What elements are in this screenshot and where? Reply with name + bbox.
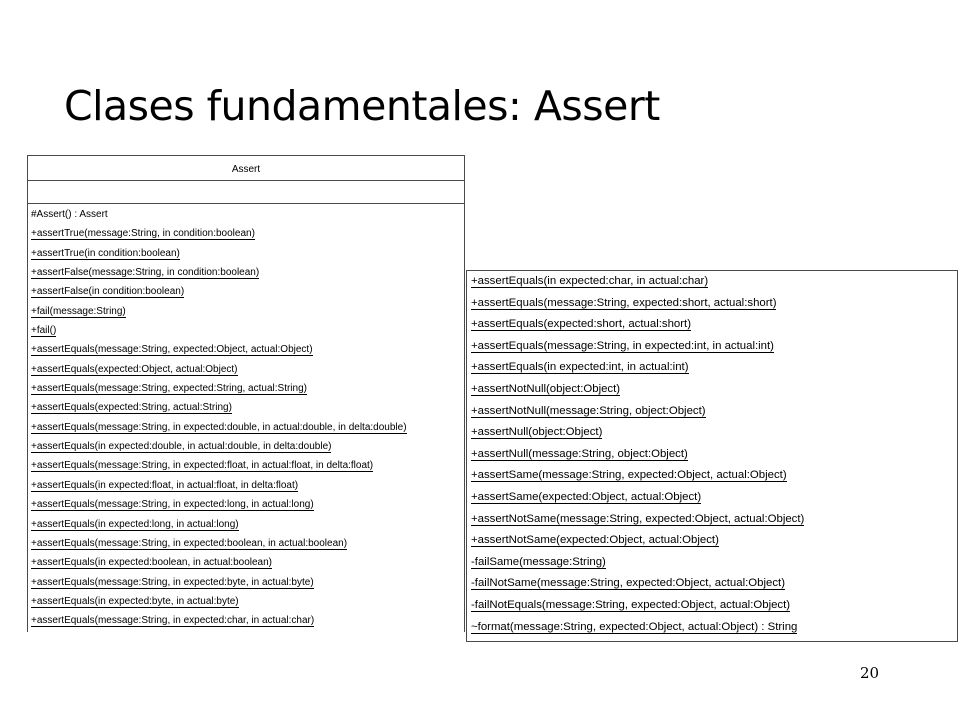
uml-operation-text: +assertEquals(expected:String, actual:String) bbox=[31, 402, 232, 414]
uml-operation-text: +assertEquals(in expected:long, in actual:long) bbox=[31, 518, 239, 530]
uml-operation bbox=[467, 336, 957, 358]
uml-operation-text: +assertEquals(in expected:boolean, in actual:boolean) bbox=[31, 557, 272, 569]
uml-operation bbox=[28, 303, 464, 322]
uml-operations-list-right bbox=[467, 271, 957, 638]
uml-operation-text: ~format(message:String, expected:Object, actual:Object) : String bbox=[471, 620, 798, 633]
uml-operation bbox=[467, 573, 957, 595]
uml-operation-text: +assertEquals(message:String, in expected:float, in actual:float, in delta:float) bbox=[31, 460, 374, 472]
uml-operation bbox=[28, 264, 464, 283]
uml-operation-text: +assertFalse(message:String, in condition:boolean) bbox=[31, 267, 260, 279]
uml-operation-text: +assertEquals(in expected:double, in actual:double, in delta:double) bbox=[31, 441, 332, 453]
uml-operation bbox=[28, 322, 464, 341]
uml-operation bbox=[28, 516, 464, 535]
uml-operation bbox=[467, 293, 957, 315]
uml-operation-text: +assertEquals(message:String, in expected:boolean, in actual:boolean) bbox=[31, 537, 348, 549]
uml-operation bbox=[28, 457, 464, 476]
uml-operation-text: +assertFalse(in condition:boolean) bbox=[31, 286, 185, 298]
uml-operation-text: -failSame(message:String) bbox=[471, 555, 606, 568]
uml-operation-text: +assertEquals(message:String, in expected:int, in actual:int) bbox=[471, 339, 774, 352]
uml-operation-text: +assertEquals(message:String, in expected:double, in actual:double, in delta:double) bbox=[31, 421, 407, 433]
uml-operation bbox=[28, 204, 464, 225]
uml-operation bbox=[467, 617, 957, 639]
uml-operation-text: +assertTrue(message:String, in condition:boolean) bbox=[31, 228, 255, 240]
uml-operation bbox=[467, 422, 957, 444]
uml-operation bbox=[467, 465, 957, 487]
uml-operation bbox=[28, 477, 464, 496]
uml-operation bbox=[28, 419, 464, 438]
uml-operation bbox=[28, 361, 464, 380]
uml-operation bbox=[28, 380, 464, 399]
uml-operation bbox=[467, 401, 957, 423]
uml-operation-text: +fail(message:String) bbox=[31, 305, 126, 317]
uml-operation bbox=[467, 530, 957, 552]
uml-operation-text: +assertEquals(message:String, expected:String, actual:String) bbox=[31, 383, 307, 395]
uml-operation-text: +assertTrue(in condition:boolean) bbox=[31, 247, 180, 259]
uml-operation-text: +assertNotNull(object:Object) bbox=[471, 382, 621, 395]
uml-operation-text: +assertEquals(in expected:int, in actual:int) bbox=[471, 361, 689, 374]
uml-operation bbox=[28, 496, 464, 515]
uml-operation bbox=[467, 379, 957, 401]
uml-operation-text: +assertEquals(message:String, in expected:char, in actual:char) bbox=[31, 615, 315, 627]
uml-class-name: Assert bbox=[28, 156, 464, 181]
uml-operation-text: +assertEquals(message:String, expected:short, actual:short) bbox=[471, 296, 777, 309]
uml-operation bbox=[467, 314, 957, 336]
uml-operation bbox=[28, 341, 464, 360]
uml-operation-text: +assertEquals(in expected:byte, in actual:byte) bbox=[31, 595, 239, 607]
uml-operation bbox=[28, 554, 464, 573]
uml-operation-text: -failNotSame(message:String, expected:Object, actual:Object) bbox=[471, 577, 786, 590]
uml-operation bbox=[467, 357, 957, 379]
slide-title: Clases fundamentales: Assert bbox=[64, 82, 660, 130]
uml-operation bbox=[28, 593, 464, 612]
page-number: 20 bbox=[860, 664, 880, 682]
uml-operation-text: +assertNotSame(expected:Object, actual:Object) bbox=[471, 534, 719, 547]
uml-operation-text: +assertEquals(in expected:char, in actual:char) bbox=[471, 275, 709, 287]
uml-operation-text: +assertEquals(message:String, in expected:long, in actual:long) bbox=[31, 499, 314, 511]
uml-operation bbox=[28, 399, 464, 418]
uml-class-box-right bbox=[466, 270, 958, 642]
uml-operation-text: +fail() bbox=[31, 325, 57, 337]
uml-operation bbox=[467, 444, 957, 466]
uml-operation-text: #Assert() : Assert bbox=[31, 209, 108, 220]
uml-operation-text: +assertNull(object:Object) bbox=[471, 426, 603, 439]
uml-operation-text: +assertEquals(expected:short, actual:short) bbox=[471, 318, 692, 331]
uml-operation-text: +assertEquals(message:String, in expected:byte, in actual:byte) bbox=[31, 576, 314, 588]
uml-operation-text: +assertEquals(message:String, expected:Object, actual:Object) bbox=[31, 344, 313, 356]
uml-operation bbox=[28, 283, 464, 302]
uml-operation bbox=[28, 438, 464, 457]
uml-operation bbox=[28, 245, 464, 264]
uml-operation-text: +assertEquals(expected:Object, actual:Object) bbox=[31, 363, 238, 375]
uml-operation-text: +assertNotSame(message:String, expected:Object, actual:Object) bbox=[471, 512, 805, 525]
uml-operation bbox=[28, 574, 464, 593]
uml-operation-text: +assertEquals(in expected:float, in actual:float, in delta:float) bbox=[31, 479, 299, 491]
uml-attributes-compartment bbox=[28, 181, 464, 204]
uml-operation bbox=[467, 509, 957, 531]
uml-operation-text: +assertNull(message:String, object:Object) bbox=[471, 447, 688, 460]
uml-operation-text: +assertSame(message:String, expected:Object, actual:Object) bbox=[471, 469, 787, 482]
uml-operation-text: +assertNotNull(message:String, object:Object) bbox=[471, 404, 706, 417]
uml-operation bbox=[28, 225, 464, 244]
uml-operation-text: -failNotEquals(message:String, expected:Object, actual:Object) bbox=[471, 598, 791, 611]
uml-operation bbox=[467, 552, 957, 574]
uml-operation bbox=[467, 487, 957, 509]
uml-class-box-left bbox=[27, 155, 465, 632]
uml-operation bbox=[467, 271, 957, 293]
uml-operation bbox=[467, 595, 957, 617]
uml-operations-list-left bbox=[28, 204, 464, 632]
uml-operation bbox=[28, 535, 464, 554]
uml-operation-text: +assertSame(expected:Object, actual:Object) bbox=[471, 490, 702, 503]
uml-operation bbox=[28, 612, 464, 631]
